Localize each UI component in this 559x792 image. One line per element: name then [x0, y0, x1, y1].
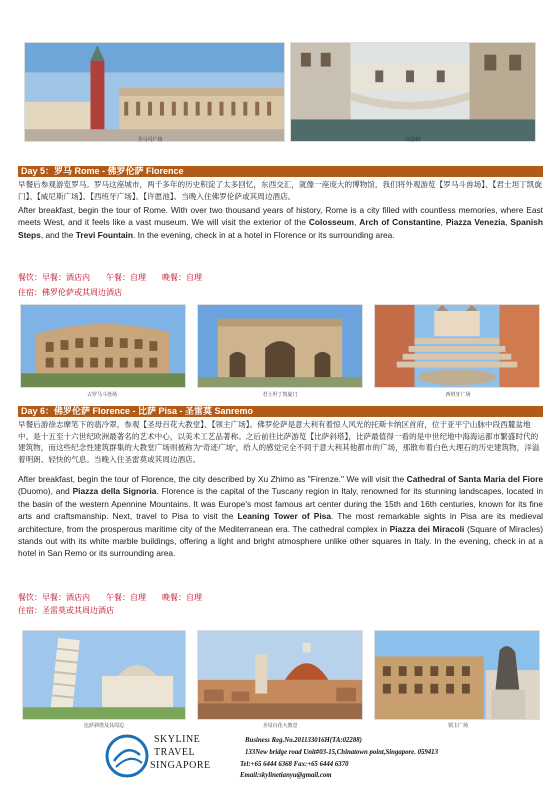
day6-chinese-description: 早餐后游徐志摩笔下的翡冷翠，参观【圣母百花大教堂】、【领主广场】。佛罗伦萨是意大利有着惊人风光的托斯卡纳区首府，位于亚平宁山脉中段西麓盆地中。是十五至十六世纪欧洲最著名的艺术中心，以美术工艺品著称。之后前往比萨游览【比萨斜塔】，比萨最值得一看的是中世纪地中海海运都市繁盛时代的建筑物，而这些纪念性建筑群集的大教堂广场则被称为“奇迹广场”，给人的感觉完全不同于意大利其他都市的广场，那散布着白色大理石的历史建筑物，洋溢着明朗、轻快的气息。当晚入住圣雷莫或其周边酒店。: [18, 420, 540, 464]
description-text: After breakfast, begin the tour of Florence, the city described by Xu Zhimo as "Firenze." We will visit the: [18, 474, 407, 484]
company-logo: [104, 733, 150, 779]
description-text: (Duomo), and: [18, 486, 73, 497]
highlighted-place-name: Piazza della Signoria: [72, 486, 157, 497]
description-text: . The most remarkable sights in Pisa are its medieval architecture, from the prosperous maritime city of the Mediterranean era. The cathedral complex in: [18, 511, 544, 534]
photo-arch-of-constantine: [197, 304, 363, 388]
photo-st-marks-square: [24, 42, 285, 142]
day6-english-description: [18, 473, 543, 560]
photo-bridge-of-sighs: [290, 42, 536, 142]
description-text: , and the: [40, 229, 76, 240]
day5-chinese-description: 早餐后参观游览罗马。罗马这座城市，两千多年的历史积淀了太多回忆，东西交汇，就像一座庞大的博物馆，我们将外观游览【罗马斗兽场】、【君士坦丁凯旋门】、【威尼斯广场】、【西班牙广场】、【许愿池】。当晚入住佛罗伦萨或其周边酒店。: [18, 180, 542, 201]
contact-phone-fax: Tel:+65 6444 6368 Fax:+65 6444 6370: [240, 761, 349, 768]
company-address: 133New bridge road Unit#03-15,Chinatown point,Singapore. 059413: [245, 749, 438, 756]
highlighted-place-name: Leaning Tower of Pisa: [237, 511, 332, 522]
day6-title: Day 6：佛罗伦萨 Florence - 比萨 Pisa - 圣雷莫 Sanremo: [21, 406, 254, 416]
brand-line-3: SINGAPORE: [150, 760, 211, 771]
highlighted-place-name: Cathedral of Santa Maria del Fiore: [406, 474, 543, 484]
description-text: . In the evening, check in at a hotel in Florence or its surrounding area.: [132, 229, 395, 240]
brand-line-1: SKYLINE: [154, 734, 201, 745]
day5-meals: 餐饮：早餐：酒店内 午餐：自理 晚餐：自理: [18, 273, 202, 282]
description-text: (Square of Miracles) stands out with its white marble buildings, offering a light and bright atmosphere unlike other squares in Italy. In the evening, check in at a hotel in San Remo or its surrounding area.: [18, 523, 543, 559]
photo-spanish-steps: [374, 304, 540, 388]
photo-caption: 领主广场: [447, 723, 468, 729]
photo-caption: 比萨斜塔及其周边: [83, 723, 124, 729]
day5-header: [18, 166, 543, 177]
photo-florence-cathedral: [197, 630, 363, 720]
description-text: ,: [505, 217, 511, 228]
photo-colosseum: [20, 304, 186, 388]
highlighted-place-name: Colosseum: [308, 217, 354, 228]
day6-header: [18, 406, 543, 417]
highlighted-place-name: Trevi Fountain: [75, 229, 133, 240]
photo-leaning-tower-of-pisa: [22, 630, 186, 720]
day6-accommodation: 住宿：圣雷莫或其周边酒店: [18, 606, 114, 615]
day5-english-description: [18, 204, 543, 241]
highlighted-place-name: Piazza dei Miracoli: [389, 523, 465, 534]
day5-accommodation: 住宿：佛罗伦萨或其周边酒店: [18, 288, 122, 297]
contact-email: Email:skylinetianyu@gmail.com: [240, 772, 332, 779]
company-name: [150, 733, 211, 772]
photo-caption: 圣母百花大教堂: [262, 723, 298, 729]
photo-caption: 君士坦丁凯旋门: [262, 392, 298, 398]
description-text: . Florence is the capital of the Tuscany region in Italy, renowned for its stunning landscapes, located in the basin of the western Apennine Mountains. It was Europe's most famous art center during the 15th and 16th centuries, known for its fine arts and craftsmanship. Next, travel to Pisa to visit the: [18, 486, 543, 522]
highlighted-place-name: Spanish Steps: [18, 217, 543, 240]
description-text: ,: [440, 217, 446, 228]
photo-caption: 古罗马斗兽场: [86, 392, 117, 398]
highlighted-place-name: Piazza Venezia: [445, 217, 506, 228]
highlighted-place-name: Arch of Constantine: [359, 217, 441, 228]
description-text: After breakfast, begin the tour of Rome. With over two thousand years of history, Rome is a city filled with countless memories, where East meets West, and it feels like a vast museum. We will visit the exterior of the: [18, 205, 543, 228]
day5-title: Day 5：罗马 Rome - 佛罗伦萨 Florence: [21, 166, 184, 176]
brand-line-2: TRAVEL: [154, 747, 196, 758]
business-registration: Business Reg.No.201133016H(TA:02288): [245, 737, 362, 744]
photo-caption: 圣马可广场: [137, 137, 163, 143]
photo-caption: 叹息桥: [405, 137, 421, 143]
photo-piazza-della-signoria: [374, 630, 540, 720]
description-text: ,: [354, 217, 360, 228]
photo-caption: 西班牙广场: [445, 392, 471, 398]
day6-meals: 餐饮：早餐：酒店内 午餐：自理 晚餐：自理: [18, 593, 202, 602]
